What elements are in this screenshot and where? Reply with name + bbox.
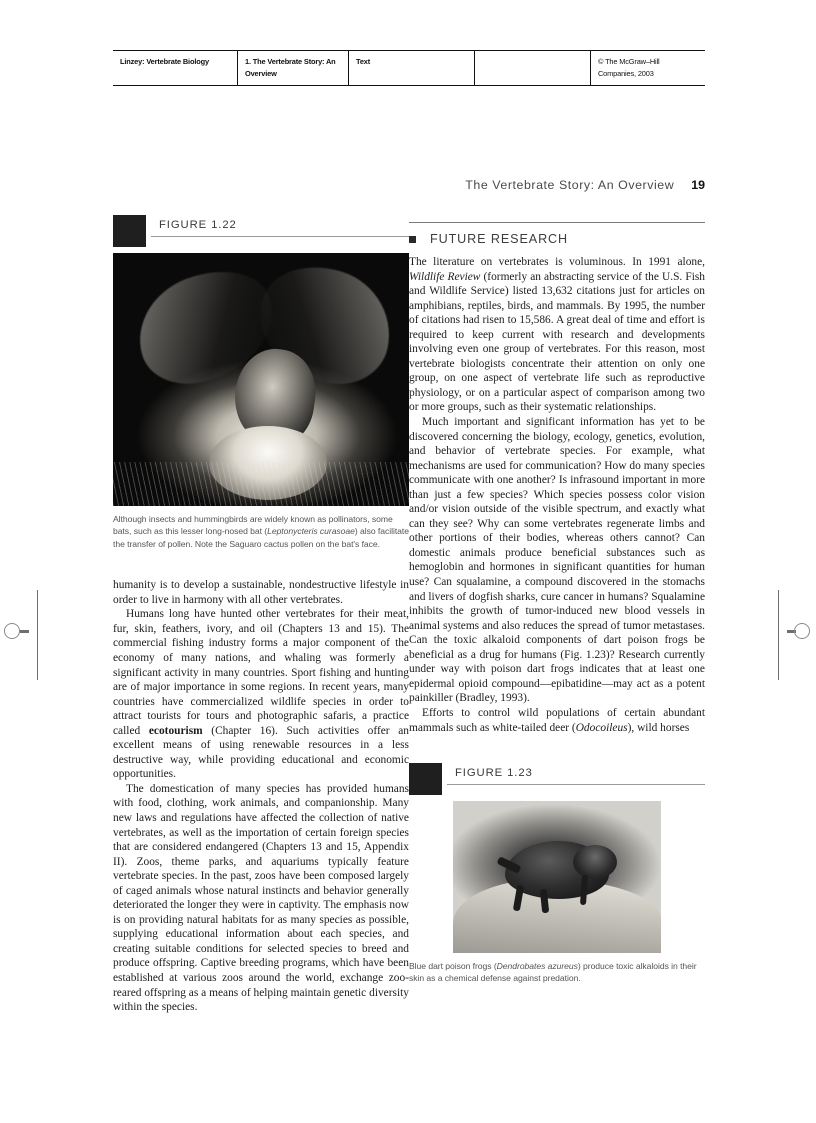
trim-line-right [778,590,779,680]
left-column [113,215,409,1015]
caption-text-pre: Although insects and hummingbirds are widely known as pollinators, some bats, such as this lesser long-nosed bat ( [113,514,393,537]
running-head-title: The Vertebrate Story: An Overview [465,178,675,192]
paragraph-literature-part-a: The literature on vertebrates is voluminous. In 1991 alone, [409,256,705,268]
header-content-type: Text [349,51,475,85]
paragraph-efforts-part-b: ), wild horses [627,721,690,734]
figure-1-22-label: FIGURE 1.22 [159,219,237,231]
caption-species-name: Dendrobates azureus [496,961,578,972]
background-grass [113,462,409,506]
figure-1-22-header [113,215,409,247]
figure-1-23-caption [409,960,705,985]
paragraph-discoveries: Much important and significant information has yet to be discovered concerning the biology, ecology, genetics, evolution, and behavior of vertebrate species. For example, what mechanisms are used for communication? How do many species communicate with one another? Is infrasound important in more than just a few species? Which species possess color vision and/or vision outside of the visible spectrum, and exactly what can they see? Why can some vertebrates regenerate limbs and other portions of their bodies, whereas others cannot? Can domestic animals produce beneficial substances such as hemoglobin and hormones in significant quantities for human use? Can squalamine, a compound discovered in the stomachs and livers of dogfish sharks, cure cancer in humans? Squalamine inhibits the growth of tumor-induced new blood vessels in animal systems and also reduces the spread of tumor metastases. Can the toxic alkaloid components of dart poison frogs be beneficial as a drug for humans (Fig. 1.23)? Research currently under way with poison dart frogs indicates that at least one epidermal opioid compound—epibatidine—may act as a potent painkiller (Bradley, 1993). [409,416,705,705]
section-heading-label: FUTURE RESEARCH [430,232,569,246]
term-ecotourism: ecotourism [148,724,203,737]
paragraph-literature [409,255,705,415]
paragraph-hunting [113,607,409,782]
registration-circle-icon [794,623,810,639]
registration-mark-right [756,590,816,680]
header-author-title: Linzey: Vertebrate Biology [113,51,238,85]
figure-marker-swatch [113,215,146,247]
figure-marker-swatch [409,763,442,795]
paragraph-efforts-part-a: Efforts to control wild populations of certain abundant mammals such as white-tailed deer ( [409,706,705,734]
paragraph-hunting-part-b: (Chapter 16). Such activities offer an excellent means of using renewable resources in a less destructive way, while providing educational and economic opportunities. [113,724,409,781]
right-column [409,215,705,985]
registration-mark-left [0,590,60,680]
running-head [400,178,705,192]
frog-head [573,845,617,879]
figure-rule [151,236,409,237]
figure-rule [447,784,705,785]
caption-text-post: ) also facilitate the transfer of pollen. Note the Saguaro cactus pollen on the bat's face. [113,526,409,549]
trim-line-left [37,590,38,680]
caption-text-pre: Blue dart poison frogs ( [409,961,497,972]
header-copyright: © The McGraw–Hill Companies, 2003 [598,57,660,78]
figure-1-22-caption [113,513,409,550]
registration-circle-icon [4,623,20,639]
caption-species-name: Leptonycteris curasoae [267,526,355,537]
figure-1-23-header [409,763,705,795]
paragraph-continued: humanity is to develop a sustainable, nondestructive lifestyle in order to live in harmony with all other vertebrates. [113,579,409,606]
caption-text-post: ) produce toxic alkaloids in their skin as a chemical defense against predation. [409,961,697,984]
header-blank-cell [475,51,591,85]
page-number: 19 [691,178,705,192]
paragraph-literature-part-b: (formerly an abstracting service of the U.S. Fish and Wildlife Service) listed 13,632 citations just for articles on amphibians, reptiles, birds, and mammals. By 1995, the number of citations had risen to 15,586. A great deal of time and effort is required to keep current with research and developments involving even one group of vertebrates. For this reason, most vertebrate biologists concentrate their attention on only one group, on one aspect of vertebrate life such as reproductive physiology, or on a particular aspect of comparison among two or more groups, such as their systematic relationships. [409,270,705,414]
book-header-bar [113,50,705,86]
genus-odocoileus: Odocoileus [575,721,628,734]
paragraph-efforts [409,706,705,735]
section-heading-future-research [409,232,705,246]
header-chapter: 1. The Vertebrate Story: An Overview [238,51,349,85]
registration-dash-icon [20,630,29,633]
paragraph-hunting-part-a: Humans long have hunted other vertebrates for their meat, fur, skin, feathers, ivory, and oil (Chapters 13 and 15). The commercial fishing industry forms a major component of the economy of many nations, and whaling was formerly a significant activity in many countries. Sport fishing and hunting are of major importance in some regions. In recent years, many countries have commercialized wildlife species in order to attract tourists for tours and photographic safaris, a practice called [113,608,409,737]
figure-1-23-photo-frog [453,801,661,953]
figure-1-22-photo-bat [113,253,409,506]
square-bullet-icon [409,236,416,243]
paragraph-domestication: The domestication of many species has provided humans with food, clothing, work animals, and companionship. Many new laws and regulations have affected the collection of native vertebrates, as well as the importation of certain foreign species that are considered endangered (Chapters 13 and 15, Appendix II). Zoos, theme parks, and aquariums typically feature vertebrate species. In the past, zoos have been composed largely of caged animals whose natural instincts and behavior generally deteriorated the longer they were in captivity. The emphasis now is on providing natural habitats for as many species as possible, supplying educational information about each species, and creating suitable conditions for selected species to breed and produce offspring. Captive breeding programs, which have been established at various zoos around the world, exchange zoo-reared offspring as a means of helping maintain genetic diversity within the species. [113,782,409,1014]
section-top-rule [409,222,705,223]
figure-1-23-label: FIGURE 1.23 [455,767,533,780]
journal-title-wildlife-review: Wildlife Review [409,270,481,283]
